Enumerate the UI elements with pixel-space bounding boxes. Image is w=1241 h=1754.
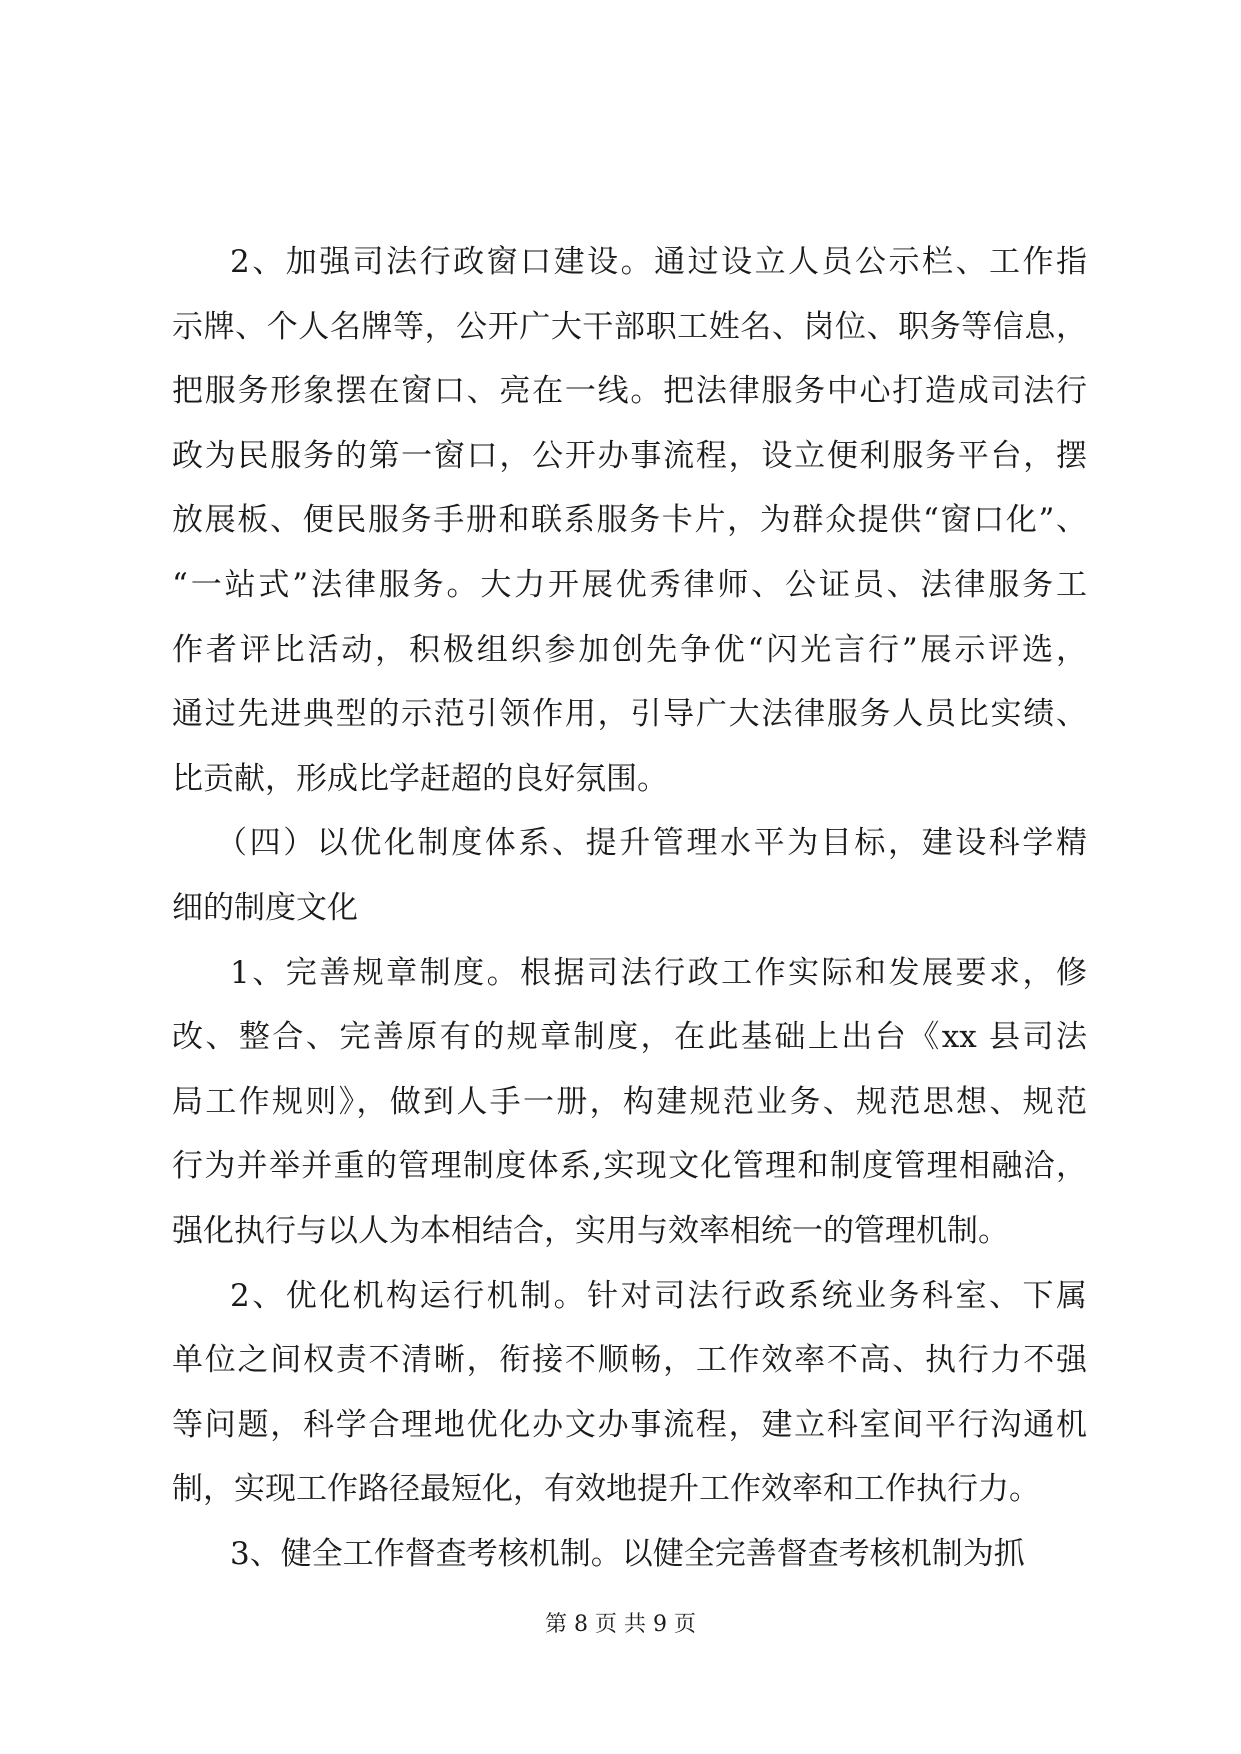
paragraph [172, 230, 1087, 811]
text-line: 强化执行与以人为本相结合，实用与效率相统一的管理机制。 [172, 1212, 1009, 1249]
page-number-footer: 第 8 页 共 9 页 [545, 1612, 696, 1637]
text-line: 等问题，科学合理地优化办文办事流程，建立科室间平行沟通机 [172, 1406, 1087, 1443]
text-line: “一站式”法律服务。大力开展优秀律师、公证员、法律服务工 [172, 566, 1087, 603]
text-line: 局工作规则》，做到人手一册，构建规范业务、规范思想、规范 [172, 1083, 1087, 1120]
text-line: 细的制度文化 [172, 889, 358, 926]
text-line: 作者评比活动，积极组织参加创先争优“闪光言行”展示评选， [172, 631, 1087, 668]
text-line: 比贡献，形成比学赶超的良好氛围。 [172, 760, 668, 797]
text-line: 示牌、个人名牌等，公开广大干部职工姓名、岗位、职务等信息， [172, 308, 1087, 345]
text-line: 行为并举并重的管理制度体系,实现文化管理和制度管理相融洽， [172, 1148, 1087, 1185]
text-line: 放展板、便民服务手册和联系服务卡片，为群众提供“窗口化”、 [172, 502, 1087, 539]
section-heading [172, 811, 1087, 940]
text-line: （四）以优化制度体系、提升管理水平为目标，建设科学精 [216, 825, 1087, 862]
text-line: 政为民服务的第一窗口，公开办事流程，设立便利服务平台，摆 [172, 437, 1087, 474]
paragraph [172, 941, 1087, 1264]
paragraph [172, 1264, 1087, 1522]
text-line: 1、完善规章制度。根据司法行政工作实际和发展要求，修 [230, 954, 1087, 991]
text-line: 改、整合、完善原有的规章制度，在此基础上出台《xx 县司法 [172, 1019, 1087, 1056]
text-line: 把服务形象摆在窗口、亮在一线。把法律服务中心打造成司法行 [172, 373, 1087, 410]
text-line: 3、健全工作督查考核机制。以健全完善督查考核机制为抓 [230, 1535, 1025, 1572]
text-line: 2、加强司法行政窗口建设。通过设立人员公示栏、工作指 [230, 244, 1087, 280]
text-line: 单位之间权责不清晰，衔接不顺畅，工作效率不高、执行力不强 [172, 1342, 1087, 1379]
text-line: 制，实现工作路径最短化，有效地提升工作效率和工作执行力。 [172, 1471, 1040, 1508]
text-line: 2、优化机构运行机制。针对司法行政系统业务科室、下属 [230, 1277, 1087, 1314]
paragraph [172, 1522, 1087, 1587]
body-text [172, 230, 1087, 1586]
text-line: 通过先进典型的示范引领作用，引导广大法律服务人员比实绩、 [172, 696, 1087, 733]
